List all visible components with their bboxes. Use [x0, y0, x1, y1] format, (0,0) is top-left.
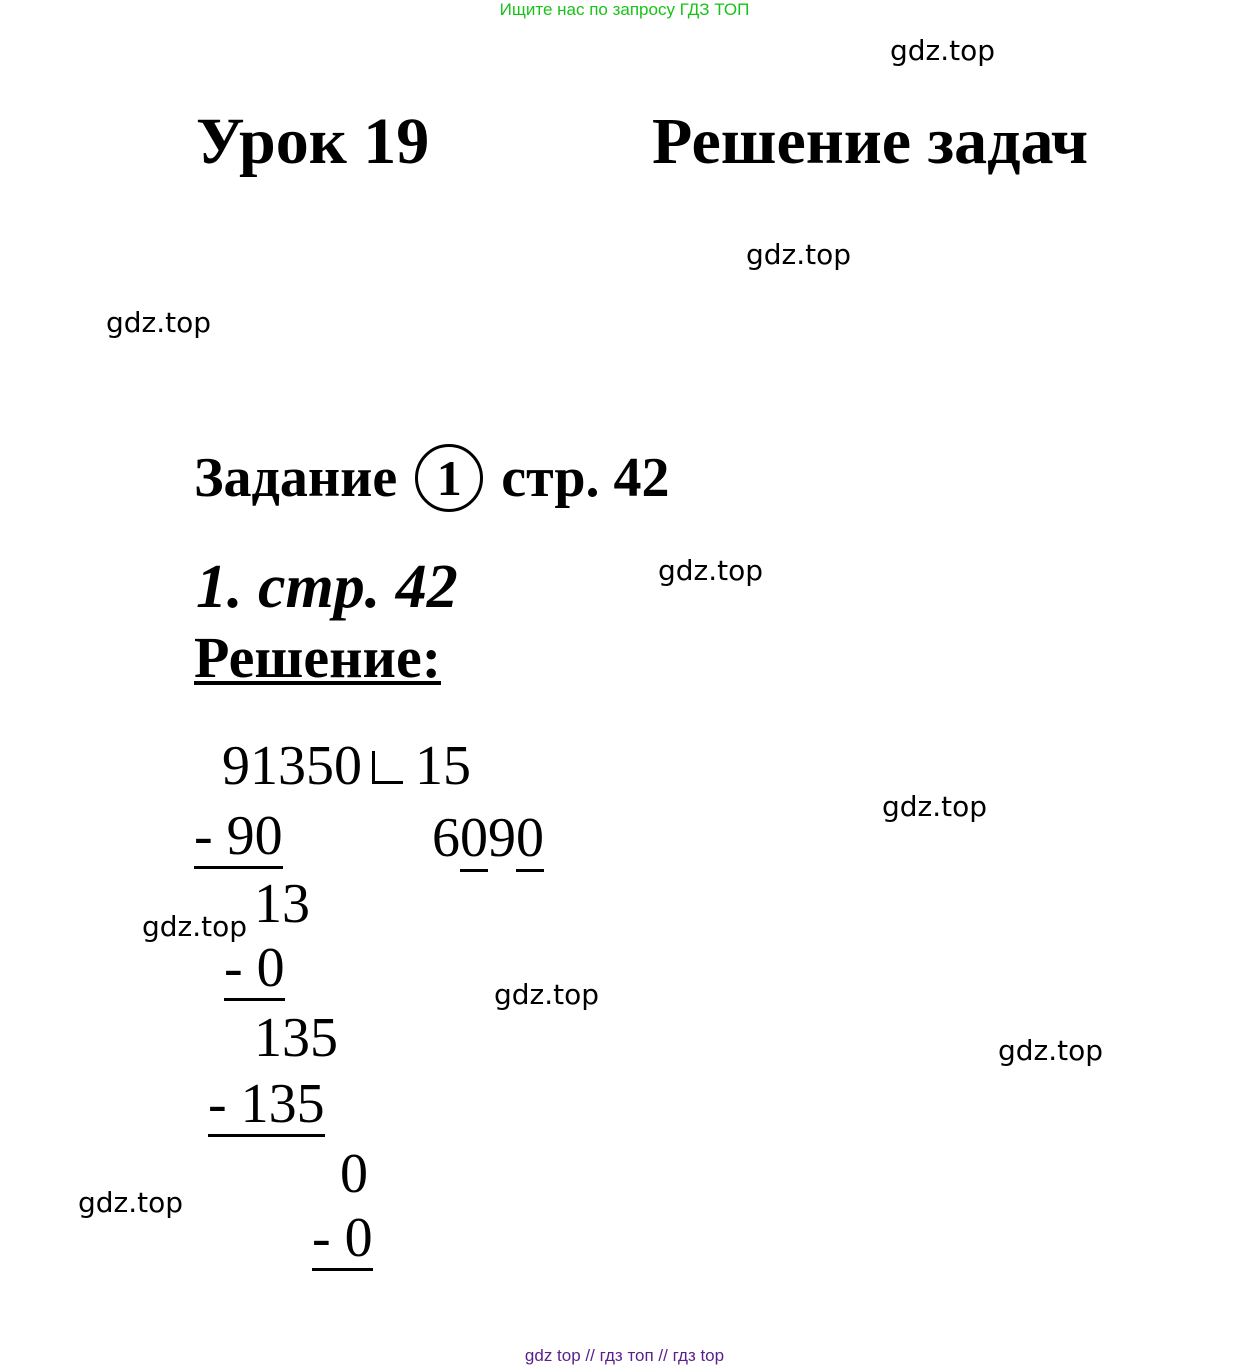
task-number-circle: 1 [415, 444, 483, 512]
dividend: 91350 [222, 735, 362, 797]
division-step: 0 [340, 1143, 368, 1205]
task-prefix: Задание [194, 447, 398, 509]
watermark: gdz.top [658, 554, 764, 587]
divisor: 15 [415, 735, 471, 797]
watermark: gdz.top [882, 790, 988, 823]
watermark: gdz.top [78, 1186, 184, 1219]
lesson-title: Урок 19 [196, 105, 430, 178]
task-page: стр. 42 [501, 447, 670, 509]
watermark: gdz.top [142, 910, 248, 943]
lesson-topic: Решение задач [652, 105, 1089, 178]
quotient-digit: 0 [460, 807, 488, 872]
division-step: - 90 [194, 805, 283, 867]
quotient-digit: 6 [432, 807, 460, 869]
solution-label: Решение: [194, 625, 442, 690]
division-step: - 0 [312, 1207, 373, 1269]
division-step: - 135 [208, 1073, 325, 1135]
division-step: 135 [254, 1007, 338, 1069]
quotient-digit: 9 [488, 807, 516, 869]
exercise-title: 1. стр. 42 [196, 553, 458, 621]
division-header [222, 734, 471, 798]
task-heading [194, 444, 669, 512]
quotient-digit: 0 [516, 807, 544, 872]
watermark: gdz.top [998, 1034, 1104, 1067]
watermark: gdz.top [494, 978, 600, 1011]
top-banner: Ищите нас по запросу ГДЗ ТОП [499, 0, 750, 19]
watermark: gdz.top [746, 238, 852, 271]
watermark: gdz.top [890, 34, 996, 67]
quotient [432, 806, 544, 870]
bottom-banner: gdz top // гдз топ // гдз top [524, 1346, 725, 1365]
division-step: 13 [254, 873, 310, 935]
division-bracket [372, 751, 403, 784]
division-step: - 0 [224, 937, 285, 999]
watermark: gdz.top [106, 306, 212, 339]
